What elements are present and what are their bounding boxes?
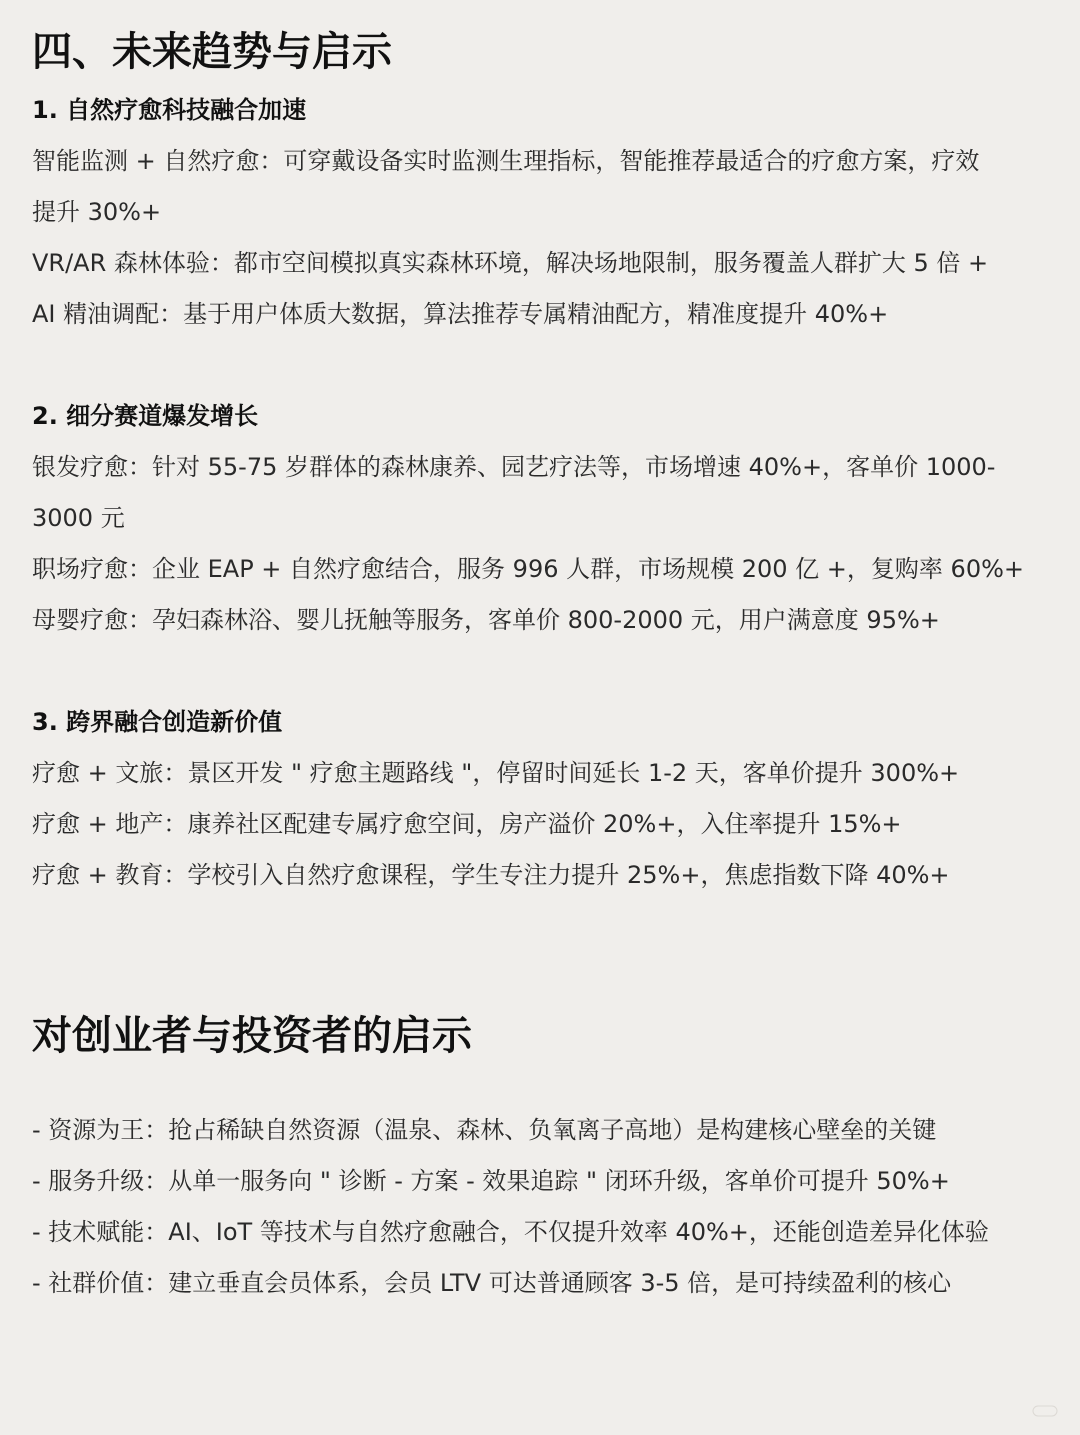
paragraph-line: 3000 元	[32, 504, 125, 532]
paragraph-line: 银发疗愈：针对 55-75 岁群体的森林康养、园艺疗法等，市场增速 40%+，客单价 1000-	[32, 453, 996, 481]
list-item: - 服务升级：从单一服务向 " 诊断 - 方案 - 效果追踪 " 闭环升级，客单价可提升 50%+	[32, 1167, 950, 1195]
watermark-icon	[1032, 1402, 1058, 1420]
paragraph-line: 疗愈 + 地产：康养社区配建专属疗愈空间，房产溢价 20%+，入住率提升 15%+	[32, 810, 902, 838]
paragraph-line: 疗愈 + 教育：学校引入自然疗愈课程，学生专注力提升 25%+，焦虑指数下降 40%+	[32, 861, 950, 889]
paragraph-line: 疗愈 + 文旅：景区开发 " 疗愈主题路线 "，停留时间延长 1-2 天，客单价提升 300%+	[32, 759, 960, 787]
list-item: - 资源为王：抢占稀缺自然资源（温泉、森林、负氧离子高地）是构建核心壁垒的关键	[32, 1116, 937, 1144]
section-title-trends: 四、未来趋势与启示	[32, 29, 392, 75]
list-item: - 社群价值：建立垂直会员体系，会员 LTV 可达普通顾客 3-5 倍，是可持续盈利的核心	[32, 1269, 952, 1297]
paragraph-line: 智能监测 + 自然疗愈：可穿戴设备实时监测生理指标，智能推荐最适合的疗愈方案，疗效	[32, 147, 980, 175]
list-item: - 技术赋能：AI、IoT 等技术与自然疗愈融合，不仅提升效率 40%+，还能创造差异化体验	[32, 1218, 989, 1246]
paragraph-line: 母婴疗愈：孕妇森林浴、婴儿抚触等服务，客单价 800-2000 元，用户满意度 95%+	[32, 606, 940, 634]
subsection-title-tech-fusion: 1. 自然疗愈科技融合加速	[32, 96, 307, 124]
subsection-title-crossover: 3. 跨界融合创造新价值	[32, 708, 283, 736]
paragraph-line: AI 精油调配：基于用户体质大数据，算法推荐专属精油配方，精准度提升 40%+	[32, 300, 889, 328]
paragraph-line: VR/AR 森林体验：都市空间模拟真实森林环境，解决场地限制，服务覆盖人群扩大 5 倍 +	[32, 249, 989, 277]
subsection-title-segments: 2. 细分赛道爆发增长	[32, 402, 259, 430]
section-title-advice: 对创业者与投资者的启示	[32, 1013, 472, 1059]
paragraph-line: 职场疗愈：企业 EAP + 自然疗愈结合，服务 996 人群，市场规模 200 亿 +，复购率 60%+	[32, 555, 1025, 583]
watermark-mark	[1032, 1402, 1058, 1420]
paragraph-line: 提升 30%+	[32, 198, 162, 226]
